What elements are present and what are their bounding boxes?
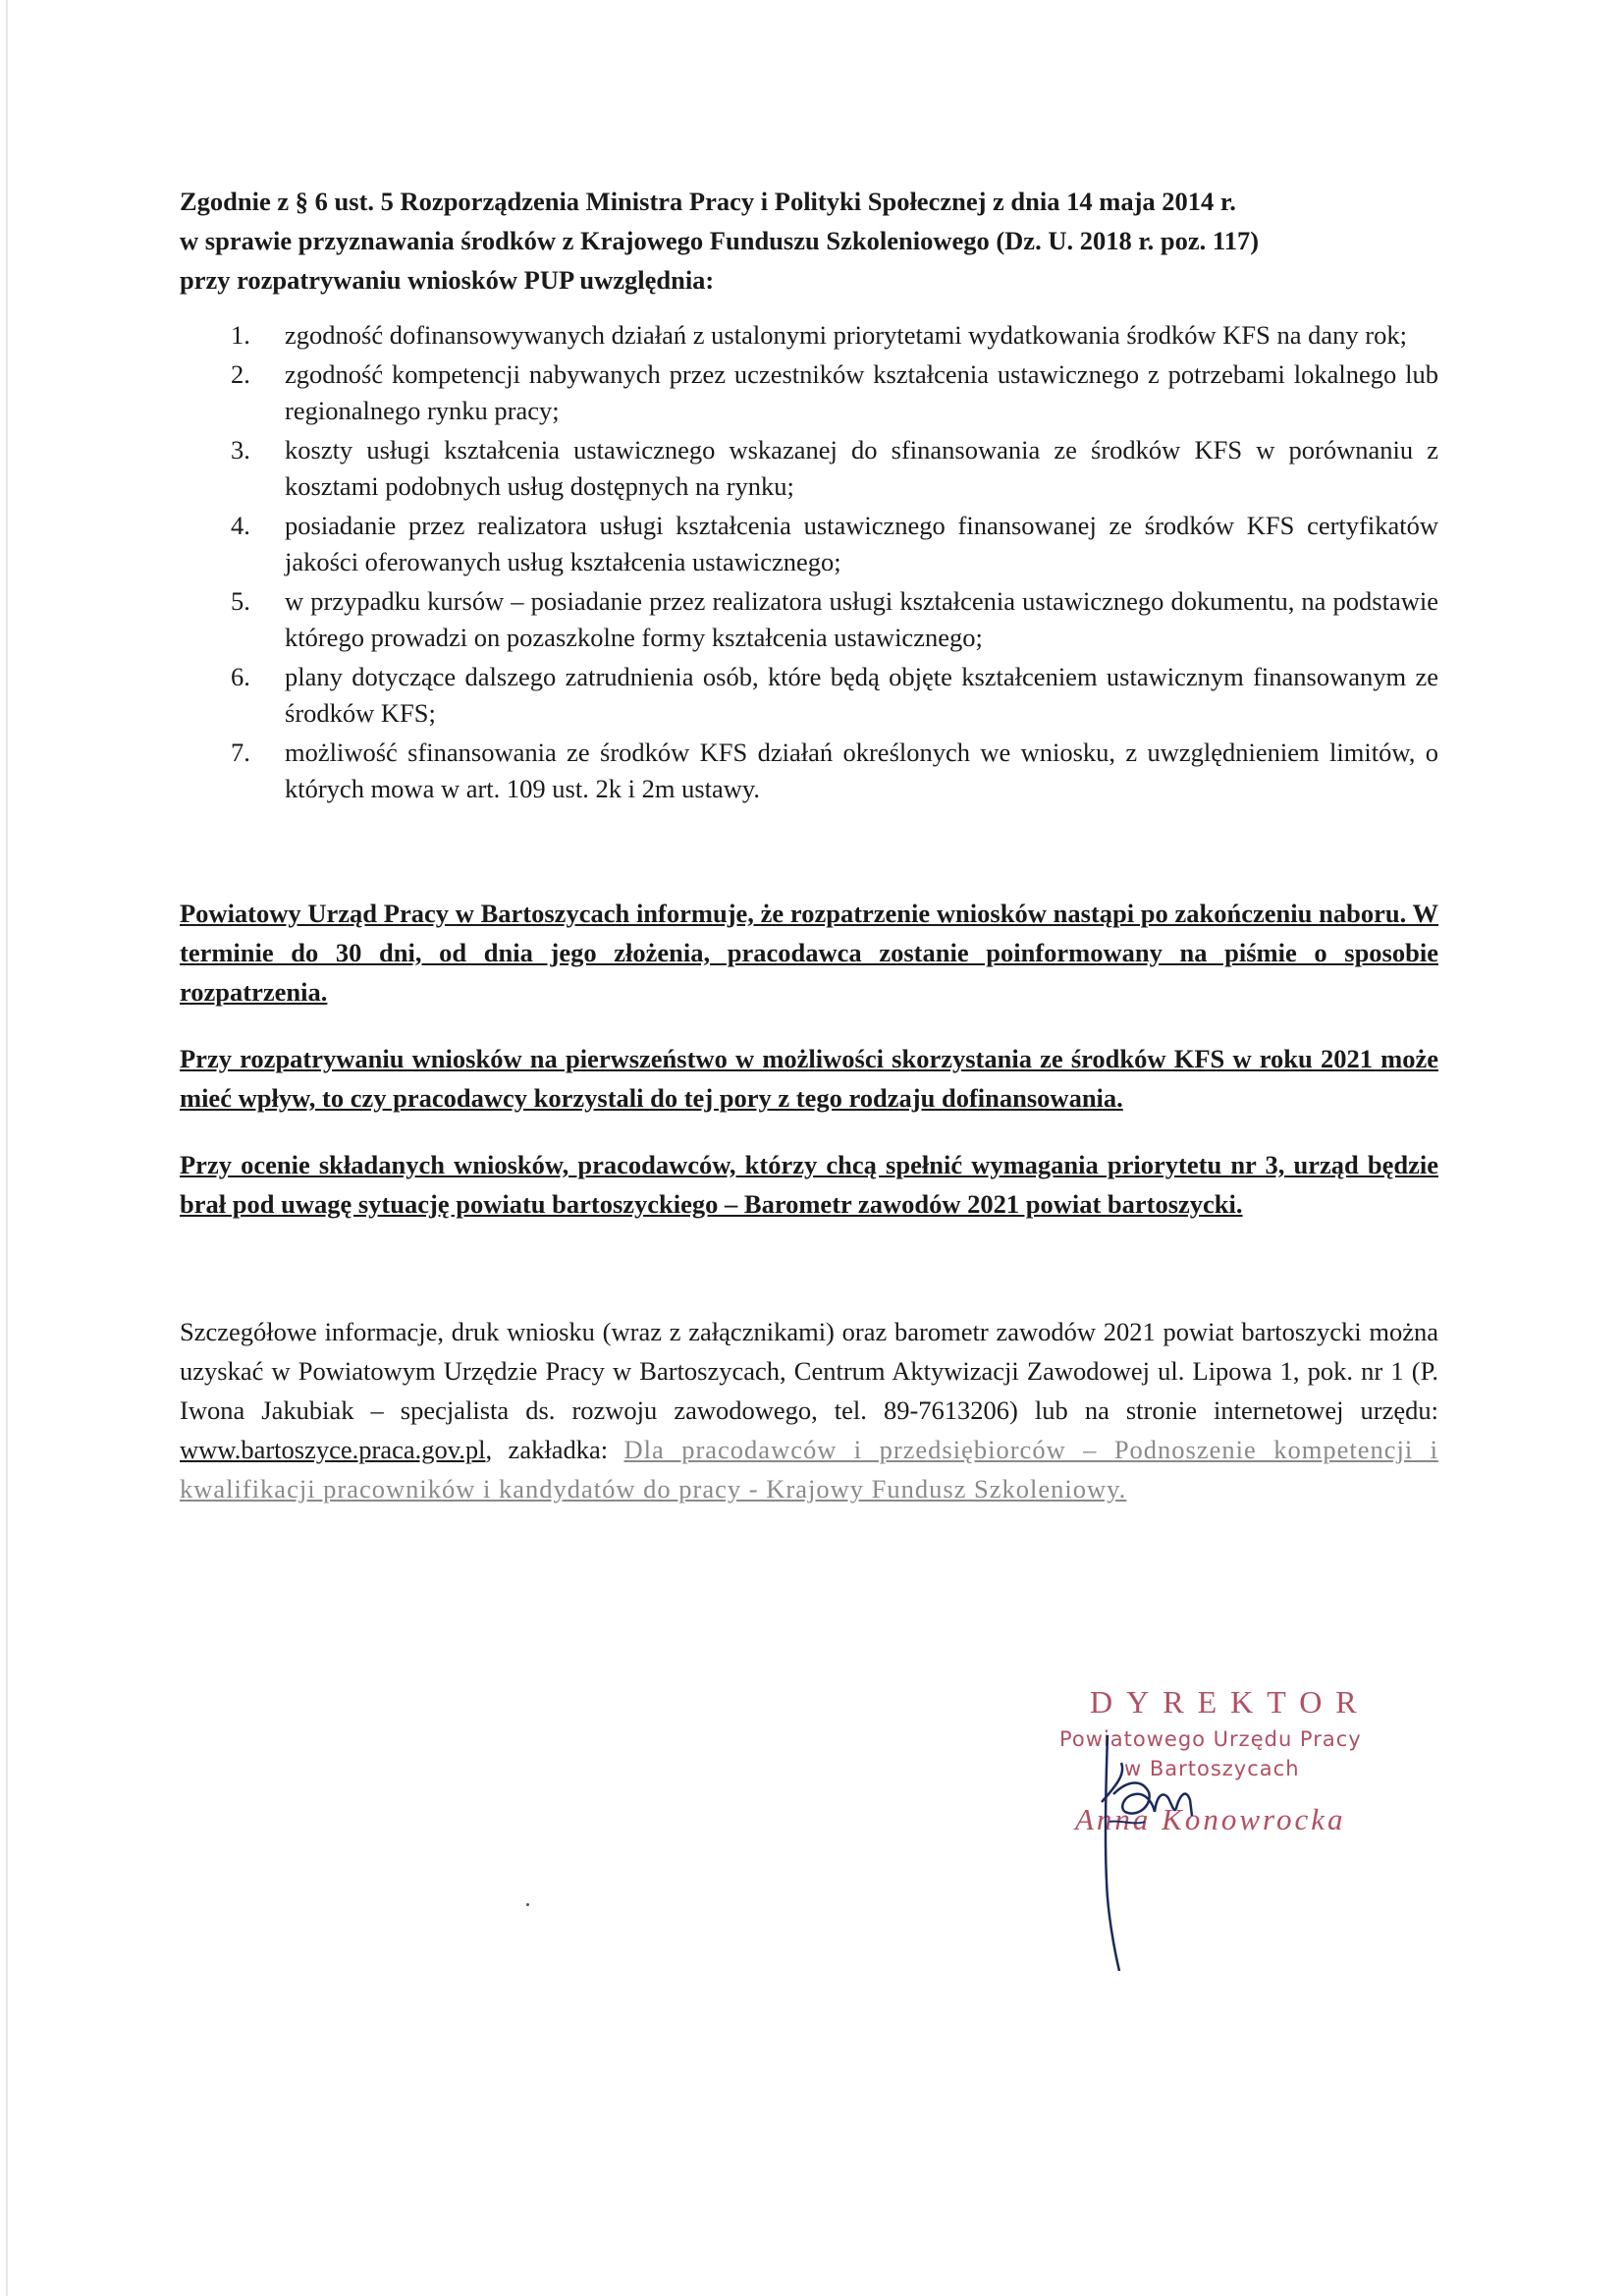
list-number: 3.: [231, 435, 250, 465]
list-number: 7.: [231, 738, 250, 767]
info-paragraph: [180, 1312, 1438, 1508]
list-item: [180, 508, 1438, 580]
notice-barometer: Przy ocenie składanych wniosków, pracodawców, którzy chcą spełnić wymagania priorytetu nr 3, urząd będzie brał pod uwagę sytuację powiatu bartoszyckiego – Barometr zawodów 2021 powiat bartoszycki.: [180, 1150, 1438, 1219]
intro-line-3: przy rozpatrywaniu wniosków PUP uwzględnia:: [180, 265, 715, 295]
criteria-list: [180, 317, 1438, 807]
handwritten-signature: [1080, 1723, 1208, 1979]
list-item: [180, 583, 1438, 656]
list-text: plany dotyczące dalszego zatrudnienia osób, które będą objęte kształceniem ustawicznym finansowanym ze środków KFS;: [285, 662, 1438, 728]
scan-speck: [526, 1903, 529, 1906]
list-text: koszty usługi kształcenia ustawicznego wskazanej do sfinansowania ze środków KFS w porównaniu z kosztami podobnych usług dostępnych na rynku;: [285, 435, 1438, 501]
list-text: w przypadku kursów – posiadanie przez realizatora usługi kształcenia ustawicznego dokumentu, na podstawie którego prowadzi on pozaszkolne formy kształcenia ustawicznego;: [285, 586, 1438, 652]
intro-line-1: Zgodnie z § 6 ust. 5 Rozporządzenia Ministra Pracy i Polityki Społecznej z dnia 14 maja 2014 r.: [180, 187, 1236, 216]
website-tab-path: Dla pracodawców i przedsiębiorców – Podnoszenie kompetencji i kwalifikacji pracowników i kandydatów do pracy - Krajowy Fundusz Szkoleniowy.: [180, 1435, 1438, 1503]
info-after-url: , zakładka:: [485, 1435, 624, 1464]
list-item: [180, 356, 1438, 429]
list-text: możliwość sfinansowania ze środków KFS działań określonych we wniosku, z uwzględnieniem limitów, o których mowa w art. 109 ust. 2k i 2m ustawy.: [285, 738, 1438, 803]
list-number: 5.: [231, 586, 250, 616]
list-number: 1.: [231, 320, 250, 350]
list-text: zgodność dofinansowywanych działań z ustalonymi priorytetami wydatkowania środków KFS na dany rok;: [285, 320, 1407, 350]
list-item: [180, 659, 1438, 732]
list-number: 2.: [231, 359, 250, 389]
website-link[interactable]: www.bartoszyce.praca.gov.pl: [180, 1435, 486, 1464]
document-content: [180, 182, 1438, 1535]
stamp-city-line: w Bartoszycach: [1124, 1757, 1300, 1780]
list-item: [180, 317, 1438, 354]
notice-priority: Przy rozpatrywaniu wniosków na pierwszeństwo w możliwości skorzystania ze środków KFS w roku 2021 może mieć wpływ, to czy pracodawcy korzystali do tej pory z tego rodzaju dofinansowania.: [180, 1044, 1438, 1113]
list-text: zgodność kompetencji nabywanych przez uczestników kształcenia ustawicznego z potrzebami lokalnego lub regionalnego rynku pracy;: [285, 359, 1438, 425]
list-item: [180, 432, 1438, 505]
list-text: posiadanie przez realizatora usługi kształcenia ustawicznego finansowanej ze środków KFS certyfikatów jakości oferowanych usług kształcenia ustawicznego;: [285, 511, 1438, 576]
page-edge-line: [6, 0, 8, 2296]
notice-review-timing: Powiatowy Urząd Pracy w Bartoszycach informuje, że rozpatrzenie wniosków nastąpi po zakończeniu naboru. W terminie do 30 dni, od dnia jego złożenia, pracodawca zostanie poinformowany na piśmie o sposobie rozpatrzenia.: [180, 899, 1438, 1007]
list-number: 6.: [231, 662, 250, 691]
stamp-title: DYREKTOR: [1090, 1684, 1371, 1720]
intro-line-2: w sprawie przyznawania środków z Krajowego Funduszu Szkoleniowego (Dz. U. 2018 r. poz. 117): [180, 226, 1260, 255]
stamp-office-line: Powiatowego Urzędu Pracy: [1059, 1727, 1362, 1751]
info-text: Szczegółowe informacje, druk wniosku (wraz z załącznikami) oraz barometr zawodów 2021 powiat bartoszycki można uzyskać w Powiatowym Urzędzie Pracy w Bartoszycach, Centrum Aktywizacji Zawodowej ul. Lipowa 1, pok. nr 1 (P. Iwona Jakubiak – specjalista ds. rozwoju zawodowego, tel. 89-7613206) lub na stronie internetowej urzędu:: [180, 1317, 1438, 1425]
stamp-director-name: Anna Konowrocka: [1075, 1802, 1346, 1836]
list-item: [180, 735, 1438, 807]
intro-paragraph: [180, 182, 1438, 300]
list-number: 4.: [231, 511, 250, 540]
